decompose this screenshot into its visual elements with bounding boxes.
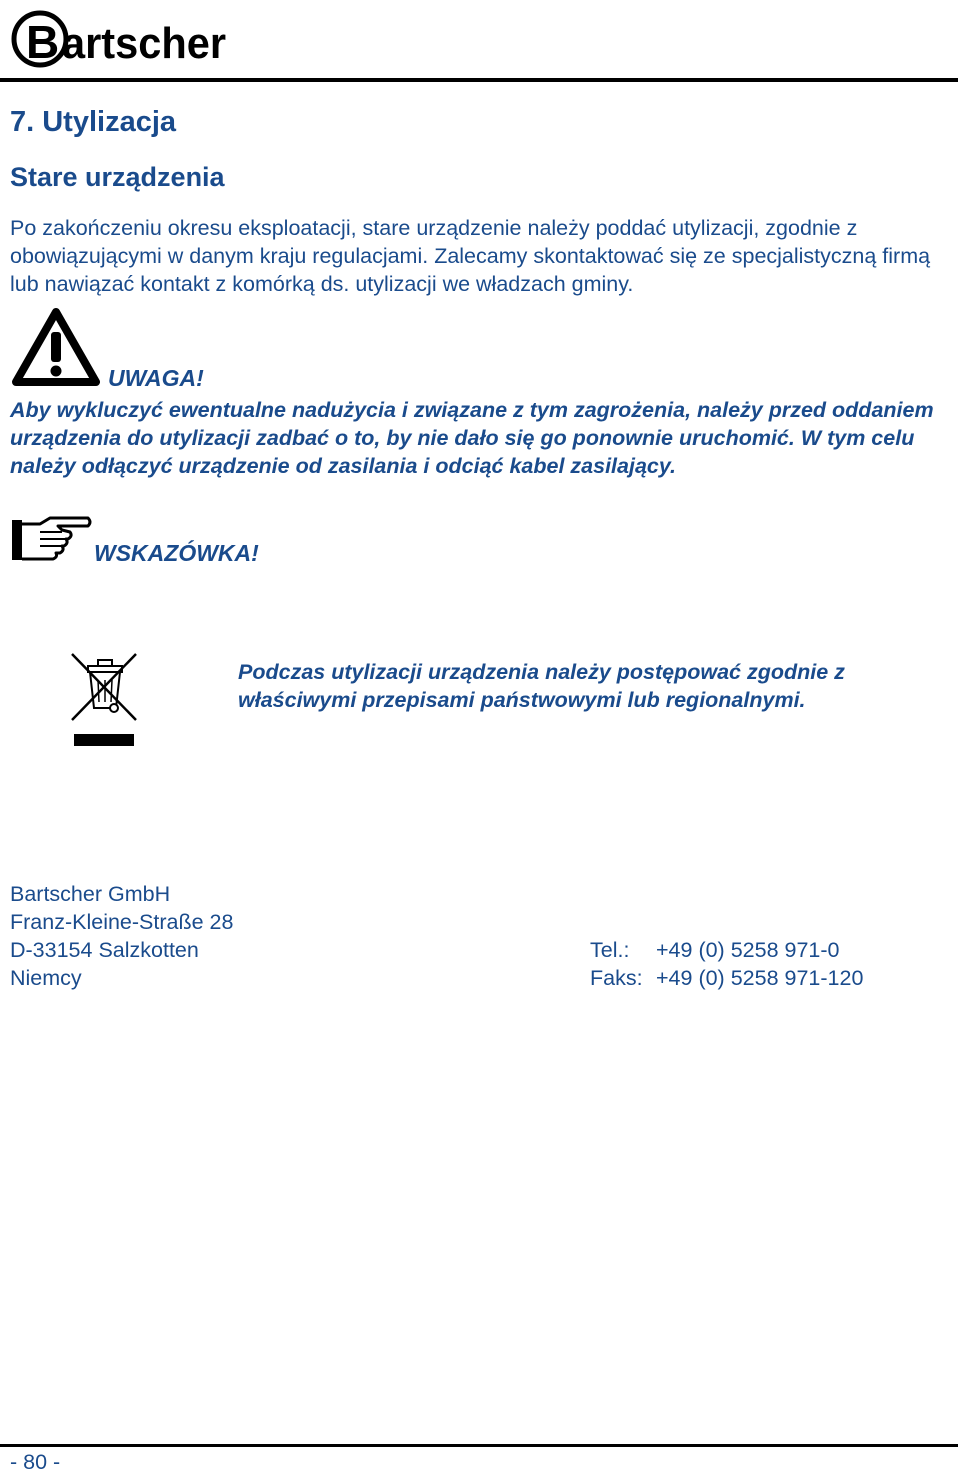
fax-label: Faks:: [590, 966, 643, 990]
fax-row: [590, 964, 863, 992]
intro-paragraph: Po zakończeniu okresu eksploatacji, stare urządzenie należy poddać utylizacji, zgodnie z obowiązującymi w danym kraju regulacjami. Zalecamy skontaktować się ze specjalistyczną firmą lub nawiązać kontakt z komórką ds. utylizacji we władzach gminy.: [10, 216, 931, 296]
warning-paragraph: Aby wykluczyć ewentualne nadużycia i związane z tym zagrożenia, należy przed oddaniem urządzenia do utylizacji zadbać o to, by nie dało się go ponownie uruchomić. W tym celu należy odłączyć urządzenie od zasilania i odciąć kabel zasilający.: [10, 398, 934, 478]
phone-value: +49 (0) 5258 971-0: [656, 938, 840, 962]
company-street: Franz-Kleine-Straße 28: [10, 910, 234, 934]
company-name: Bartscher GmbH: [10, 882, 171, 906]
warning-triangle-icon: [10, 306, 102, 388]
section-title: 7. Utylizacja: [10, 106, 177, 138]
note-label: WSKAZÓWKA!: [94, 540, 259, 566]
bartscher-logo: [10, 6, 230, 70]
disposal-paragraph: Podczas utylizacji urządzenia należy postępować zgodnie z właściwymi przepisami państwowymi lub regionalnymi.: [238, 660, 845, 712]
svg-text:B: B: [26, 16, 60, 68]
svg-text:artscher: artscher: [62, 19, 226, 68]
subsection-title: Stare urządzenia: [10, 162, 225, 192]
company-contact: [590, 936, 863, 992]
warning-label: UWAGA!: [108, 365, 204, 391]
footer-rule: [0, 1444, 958, 1447]
phone-label: Tel.:: [590, 938, 630, 962]
fax-value: +49 (0) 5258 971-120: [656, 966, 864, 990]
company-address: [10, 880, 233, 992]
pointing-hand-icon: [10, 512, 94, 564]
header-rule: [0, 78, 958, 82]
company-country: Niemcy: [10, 966, 82, 990]
page-number: - 80 -: [10, 1450, 61, 1474]
crossed-out-bin-icon: [68, 650, 140, 750]
company-city: D-33154 Salzkotten: [10, 938, 199, 962]
phone-row: [590, 936, 863, 964]
